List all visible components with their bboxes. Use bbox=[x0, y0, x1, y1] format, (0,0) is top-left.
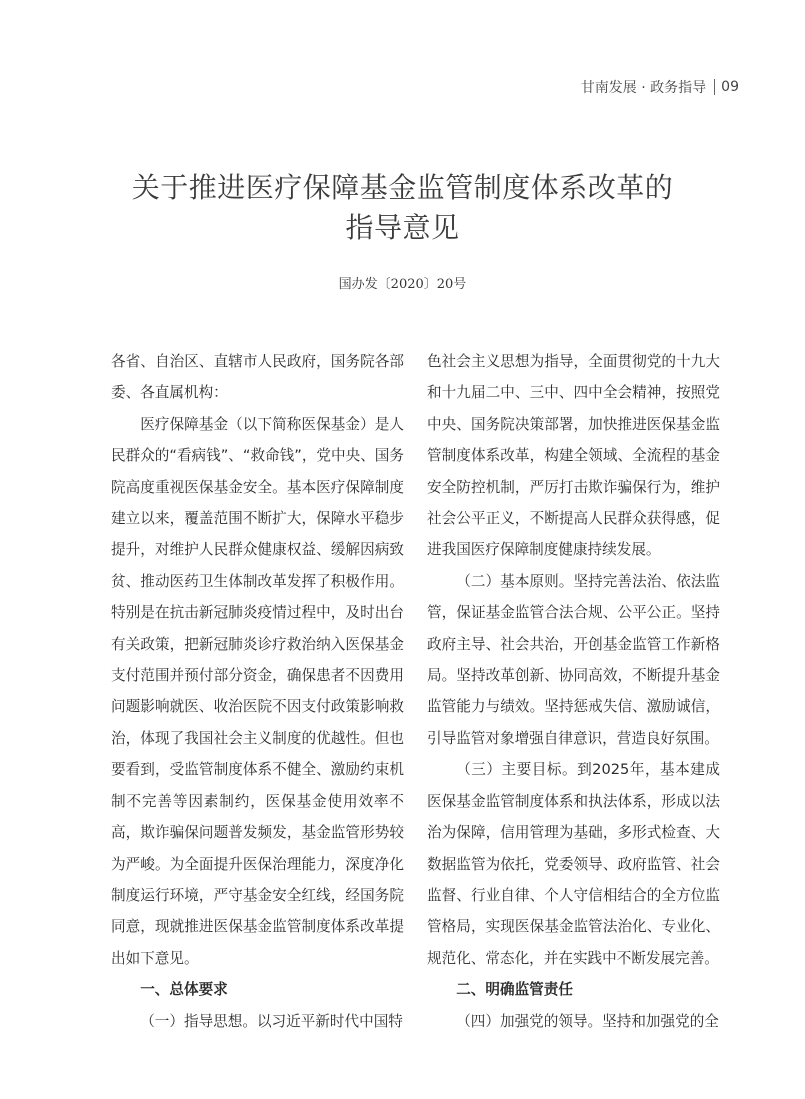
document-number: 国办发〔2020〕20号 bbox=[338, 277, 467, 292]
section-heading: 一、总体要求 bbox=[140, 981, 228, 999]
section-heading: 二、明确监管责任 bbox=[456, 981, 573, 999]
paragraph: （四）加强党的领导。坚持和加强党的全 bbox=[456, 1012, 719, 1030]
paragraph: 医疗保障基金（以下简称医保基金）是人民群众的“看病钱”、“救命钱”，党中央、国务院高度重视医保基金安全。基本医疗保障制度建立以来，覆盖范围不断扩大，保障水平稳步提升，对维护人民群众健康权益、缓解因病致贫、推动医药卫生体制改革发挥了积极作用。特别是在抗击新冠肺炎疫情过程中，及时出台有关政策，把新冠肺炎诊疗救治纳入医保基金支付范围并预付部分资金，确保患者不因费用问题影响就医、收治医院不因支付政策影响救治，体现了我国社会主义制度的优越性。但也要看到，受监管制度体系不健全、激励约束机制不完善等因素制约，医保基金使用效率不高，欺诈骗保问题普发频发，基金监管形势较为严峻。为全面提升医保治理能力，深度净化制度运行环境，严守基金安全红线，经国务院同意，现就推进医保基金监管制度体系改革提出如下意见。 bbox=[111, 415, 404, 967]
header-section: 甘南发展 · 政务指导 bbox=[580, 80, 707, 96]
paragraph: （二）基本原则。坚持完善法治、依法监管，保证基金监管合法合规、公平公正。坚持政府主导、社会共治，开创基金监管工作新格局。坚持改革创新、协同高效，不断提升基金监管能力与绩效。坚持惩戒失信、激励诚信，引导监管对象增强自律意识，营造良好氛围。 bbox=[427, 572, 720, 747]
page-number: 09 bbox=[721, 79, 739, 95]
paragraph: （一）指导思想。以习近平新时代中国特 bbox=[140, 1012, 403, 1030]
paragraph: （三）主要目标。到2025年，基本建成医保基金监管制度体系和执法体系，形成以法治为保障，信用管理为基础，多形式检查、大数据监管为依托，党委领导、政府监管、社会监督、行业自律、个人守信相结合的全方位监管格局，实现医保基金监管法治化、专业化、规范化、常态化，并在实践中不断发展完善。 bbox=[427, 761, 720, 967]
document-title bbox=[0, 168, 805, 248]
paragraph: 色社会主义思想为指导，全面贯彻党的十九大和十九届二中、三中、四中全会精神，按照党中央、国务院决策部署，加快推进医保基金监管制度体系改革，构建全领域、全流程的基金安全防控机制，严厉打击欺诈骗保行为，维护社会公平正义，不断提高人民群众获得感，促进我国医疗保障制度健康持续发展。 bbox=[427, 353, 720, 559]
title-line-2: 指导意见 bbox=[345, 211, 460, 244]
header-divider bbox=[714, 79, 715, 95]
paragraph: 各省、自治区、直辖市人民政府，国务院各部委、各直属机构： bbox=[111, 353, 404, 402]
right-column bbox=[427, 346, 720, 1037]
running-header bbox=[581, 77, 739, 97]
title-line-1: 关于推进医疗保障基金监管制度体系改革的 bbox=[131, 171, 674, 204]
left-column bbox=[111, 346, 404, 1037]
